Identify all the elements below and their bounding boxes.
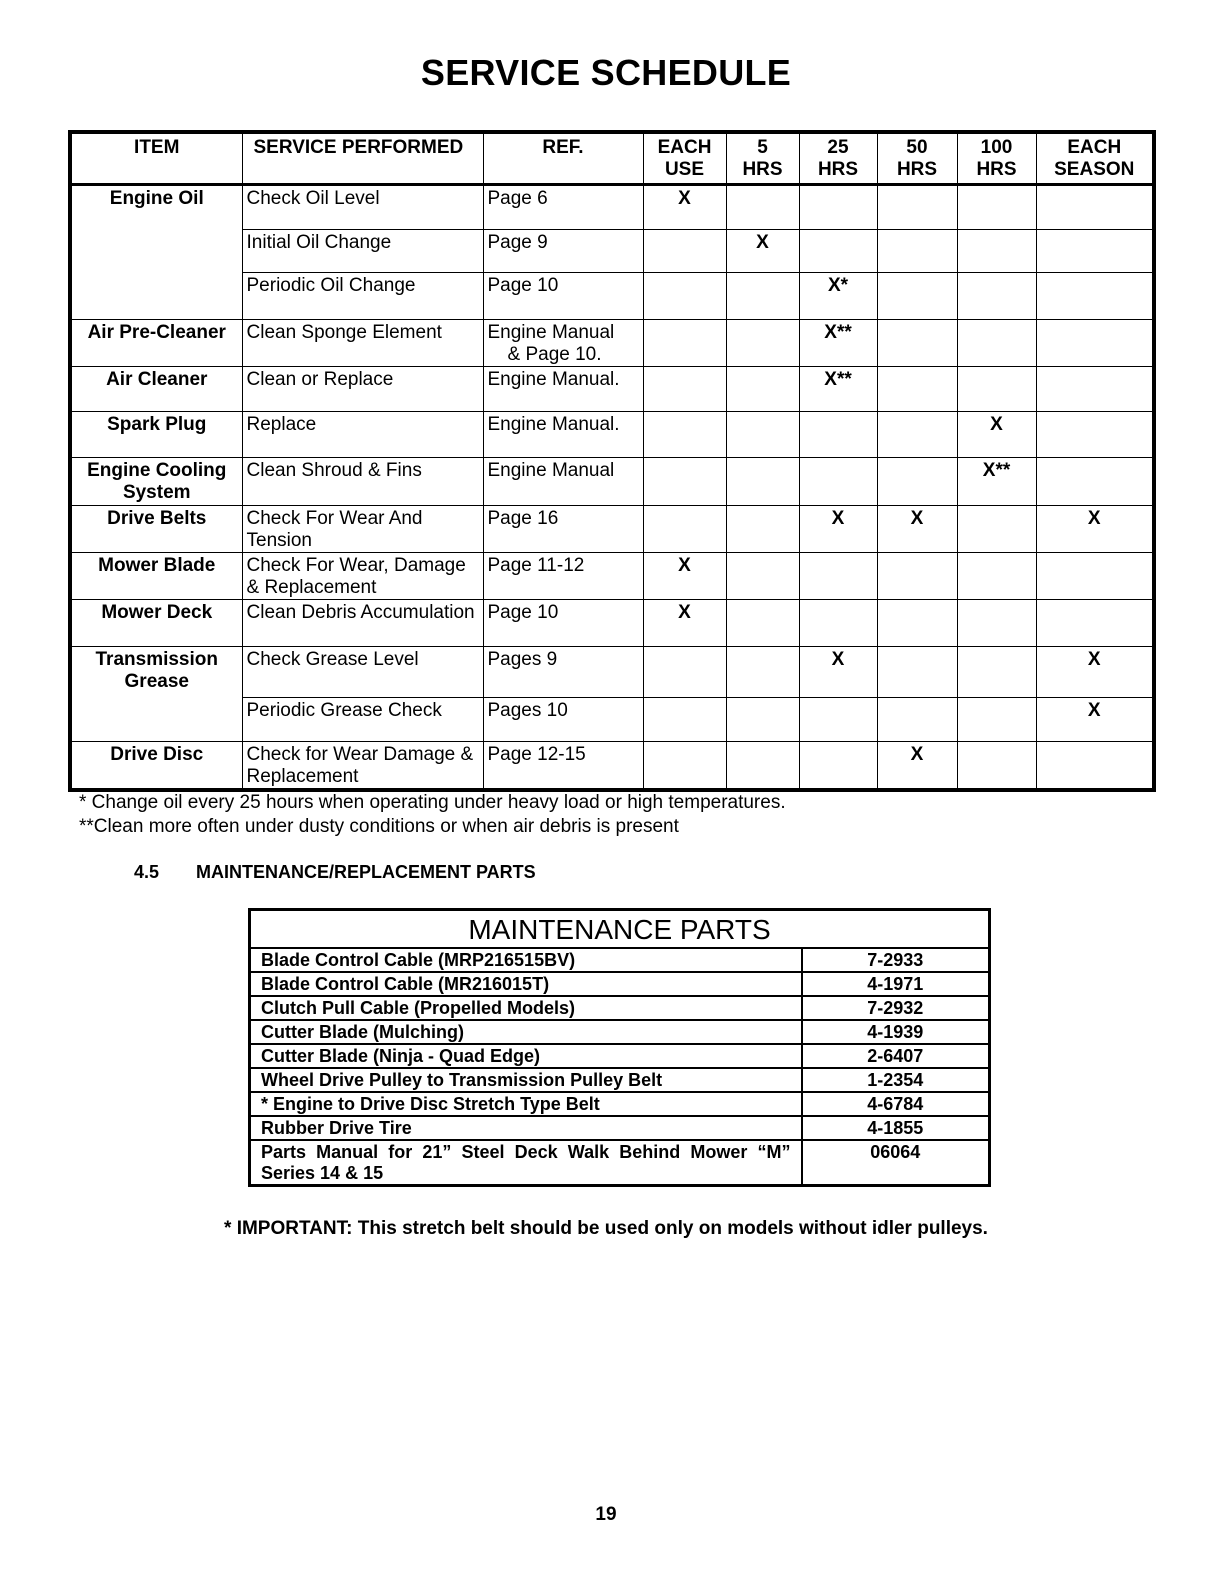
footnote-oil: * Change oil every 25 hours when operating under heavy load or high temperatures. — [79, 792, 786, 813]
header-each-use: EACH USE — [643, 132, 726, 185]
ref-cell: Pages 10 — [483, 698, 643, 742]
schedule-row — [70, 742, 1154, 791]
50-hrs-cell — [877, 600, 957, 647]
part-description: Blade Control Cable (MR216015T) — [250, 972, 802, 996]
item-engine-cooling-system: Engine Cooling System — [70, 458, 242, 506]
100-hrs-cell — [957, 742, 1036, 791]
header-50-hrs: 50 HRS — [877, 132, 957, 185]
service-schedule-table — [68, 130, 1156, 792]
5-hrs-cell — [726, 698, 799, 742]
part-description: Parts Manual for 21” Steel Deck Walk Behind Mower “M” Series 14 & 15 — [250, 1140, 802, 1186]
part-description: Blade Control Cable (MRP216515BV) — [250, 948, 802, 972]
ref-cell: Page 9 — [483, 230, 643, 273]
parts-row — [250, 1092, 990, 1116]
part-number: 4-6784 — [802, 1092, 990, 1116]
25-hrs-cell — [799, 230, 877, 273]
service-cell: Periodic Grease Check — [242, 698, 483, 742]
25-hrs-cell — [799, 412, 877, 458]
schedule-row — [70, 506, 1154, 553]
part-description: Cutter Blade (Ninja - Quad Edge) — [250, 1044, 802, 1068]
schedule-row — [70, 185, 1154, 230]
5-hrs-cell — [726, 273, 799, 320]
50-hrs-cell: X — [877, 742, 957, 791]
100-hrs-cell: X — [957, 412, 1036, 458]
service-cell: Replace — [242, 412, 483, 458]
parts-row — [250, 1044, 990, 1068]
parts-row — [250, 996, 990, 1020]
100-hrs-cell — [957, 367, 1036, 412]
5-hrs-cell — [726, 412, 799, 458]
service-cell: Check for Wear Damage & Replacement — [242, 742, 483, 791]
5-hrs-cell — [726, 553, 799, 600]
service-cell: Clean or Replace — [242, 367, 483, 412]
50-hrs-cell — [877, 230, 957, 273]
100-hrs-cell — [957, 647, 1036, 698]
part-number: 06064 — [802, 1140, 990, 1186]
ref-cell: Page 6 — [483, 185, 643, 230]
100-hrs-cell — [957, 600, 1036, 647]
schedule-row — [70, 412, 1154, 458]
parts-row — [250, 1116, 990, 1140]
each-season-cell — [1036, 553, 1154, 600]
each-season-cell — [1036, 273, 1154, 320]
item-engine-oil: Engine Oil — [70, 185, 242, 320]
100-hrs-cell — [957, 320, 1036, 367]
service-cell: Clean Shroud & Fins — [242, 458, 483, 506]
parts-row — [250, 972, 990, 996]
each-use-cell — [643, 647, 726, 698]
50-hrs-cell — [877, 320, 957, 367]
schedule-row — [70, 367, 1154, 412]
part-number: 4-1939 — [802, 1020, 990, 1044]
each-use-cell: X — [643, 553, 726, 600]
5-hrs-cell — [726, 185, 799, 230]
25-hrs-cell: X — [799, 647, 877, 698]
part-description: Wheel Drive Pulley to Transmission Pulley Belt — [250, 1068, 802, 1092]
item-drive-belts: Drive Belts — [70, 506, 242, 553]
parts-row — [250, 948, 990, 972]
header-100-hrs: 100 HRS — [957, 132, 1036, 185]
5-hrs-cell — [726, 367, 799, 412]
each-use-cell — [643, 367, 726, 412]
header-service-performed: SERVICE PERFORMED — [242, 132, 483, 185]
50-hrs-cell — [877, 698, 957, 742]
5-hrs-cell — [726, 742, 799, 791]
each-use-cell — [643, 742, 726, 791]
each-season-cell — [1036, 185, 1154, 230]
100-hrs-cell — [957, 230, 1036, 273]
50-hrs-cell — [877, 367, 957, 412]
ref-cell: Page 16 — [483, 506, 643, 553]
5-hrs-cell — [726, 506, 799, 553]
service-cell: Check Grease Level — [242, 647, 483, 698]
each-use-cell — [643, 412, 726, 458]
page-title: SERVICE SCHEDULE — [420, 52, 792, 93]
part-description: Rubber Drive Tire — [250, 1116, 802, 1140]
5-hrs-cell — [726, 600, 799, 647]
footnote-clean: **Clean more often under dusty conditions or when air debris is present — [79, 816, 679, 837]
each-season-cell: X — [1036, 698, 1154, 742]
50-hrs-cell — [877, 273, 957, 320]
100-hrs-cell — [957, 698, 1036, 742]
each-season-cell — [1036, 320, 1154, 367]
header-25-hrs: 25 HRS — [799, 132, 877, 185]
each-season-cell — [1036, 230, 1154, 273]
25-hrs-cell — [799, 698, 877, 742]
100-hrs-cell — [957, 273, 1036, 320]
service-cell: Clean Sponge Element — [242, 320, 483, 367]
item-air-pre-cleaner: Air Pre-Cleaner — [70, 320, 242, 367]
schedule-row — [70, 553, 1154, 600]
parts-table-title: MAINTENANCE PARTS — [250, 910, 990, 949]
page-number: 19 — [595, 1504, 617, 1525]
part-number: 2-6407 — [802, 1044, 990, 1068]
part-description: Clutch Pull Cable (Propelled Models) — [250, 996, 802, 1020]
each-season-cell: X — [1036, 647, 1154, 698]
parts-row — [250, 1068, 990, 1092]
section-heading — [134, 862, 536, 883]
25-hrs-cell: X* — [799, 273, 877, 320]
50-hrs-cell — [877, 458, 957, 506]
item-mower-blade: Mower Blade — [70, 553, 242, 600]
ref-cell: Engine Manual. — [483, 367, 643, 412]
service-cell: Check For Wear, Damage & Replacement — [242, 553, 483, 600]
5-hrs-cell — [726, 458, 799, 506]
item-spark-plug: Spark Plug — [70, 412, 242, 458]
50-hrs-cell — [877, 553, 957, 600]
header-item: ITEM — [70, 132, 242, 185]
header-ref: REF. — [483, 132, 643, 185]
item-drive-disc: Drive Disc — [70, 742, 242, 791]
parts-row — [250, 1140, 990, 1186]
5-hrs-cell — [726, 320, 799, 367]
100-hrs-cell: X** — [957, 458, 1036, 506]
item-air-cleaner: Air Cleaner — [70, 367, 242, 412]
important-note: * IMPORTANT: This stretch belt should be used only on models without idler pulleys. — [224, 1218, 988, 1239]
ref-cell: Engine Manual — [483, 458, 643, 506]
each-season-cell — [1036, 742, 1154, 791]
service-cell: Periodic Oil Change — [242, 273, 483, 320]
part-number: 4-1971 — [802, 972, 990, 996]
50-hrs-cell — [877, 647, 957, 698]
each-use-cell — [643, 458, 726, 506]
25-hrs-cell — [799, 600, 877, 647]
100-hrs-cell — [957, 185, 1036, 230]
header-5-hrs: 5 HRS — [726, 132, 799, 185]
25-hrs-cell: X** — [799, 367, 877, 412]
each-use-cell — [643, 320, 726, 367]
each-use-cell — [643, 230, 726, 273]
25-hrs-cell: X** — [799, 320, 877, 367]
maintenance-parts-table — [248, 908, 991, 1187]
part-number: 7-2933 — [802, 948, 990, 972]
25-hrs-cell — [799, 553, 877, 600]
schedule-row — [70, 320, 1154, 367]
section-number: 4.5 — [134, 862, 160, 882]
25-hrs-cell — [799, 458, 877, 506]
25-hrs-cell — [799, 742, 877, 791]
header-each-season: EACH SEASON — [1036, 132, 1154, 185]
schedule-row — [70, 600, 1154, 647]
each-use-cell — [643, 698, 726, 742]
each-use-cell — [643, 273, 726, 320]
25-hrs-cell: X — [799, 506, 877, 553]
each-season-cell — [1036, 600, 1154, 647]
5-hrs-cell — [726, 647, 799, 698]
schedule-row — [70, 647, 1154, 698]
service-cell: Check Oil Level — [242, 185, 483, 230]
part-description: * Engine to Drive Disc Stretch Type Belt — [250, 1092, 802, 1116]
each-use-cell — [643, 506, 726, 553]
each-season-cell — [1036, 412, 1154, 458]
ref-cell: Engine Manual & Page 10. — [483, 320, 643, 367]
each-season-cell — [1036, 367, 1154, 412]
each-season-cell — [1036, 458, 1154, 506]
100-hrs-cell — [957, 553, 1036, 600]
5-hrs-cell: X — [726, 230, 799, 273]
50-hrs-cell — [877, 412, 957, 458]
ref-cell: Page 12-15 — [483, 742, 643, 791]
service-cell: Clean Debris Accumulation — [242, 600, 483, 647]
part-number: 1-2354 — [802, 1068, 990, 1092]
schedule-row — [70, 458, 1154, 506]
100-hrs-cell — [957, 506, 1036, 553]
parts-row — [250, 1020, 990, 1044]
service-cell: Initial Oil Change — [242, 230, 483, 273]
each-use-cell: X — [643, 600, 726, 647]
ref-cell: Page 10 — [483, 600, 643, 647]
part-number: 7-2932 — [802, 996, 990, 1020]
50-hrs-cell: X — [877, 506, 957, 553]
each-season-cell: X — [1036, 506, 1154, 553]
ref-cell: Page 10 — [483, 273, 643, 320]
item-mower-deck: Mower Deck — [70, 600, 242, 647]
item-transmission-grease: Transmission Grease — [70, 647, 242, 742]
part-number: 4-1855 — [802, 1116, 990, 1140]
each-use-cell: X — [643, 185, 726, 230]
25-hrs-cell — [799, 185, 877, 230]
section-title: MAINTENANCE/REPLACEMENT PARTS — [196, 862, 536, 882]
part-description: Cutter Blade (Mulching) — [250, 1020, 802, 1044]
schedule-header-row — [70, 132, 1154, 185]
service-cell: Check For Wear And Tension — [242, 506, 483, 553]
ref-cell: Pages 9 — [483, 647, 643, 698]
ref-cell: Engine Manual. — [483, 412, 643, 458]
50-hrs-cell — [877, 185, 957, 230]
ref-cell: Page 11-12 — [483, 553, 643, 600]
